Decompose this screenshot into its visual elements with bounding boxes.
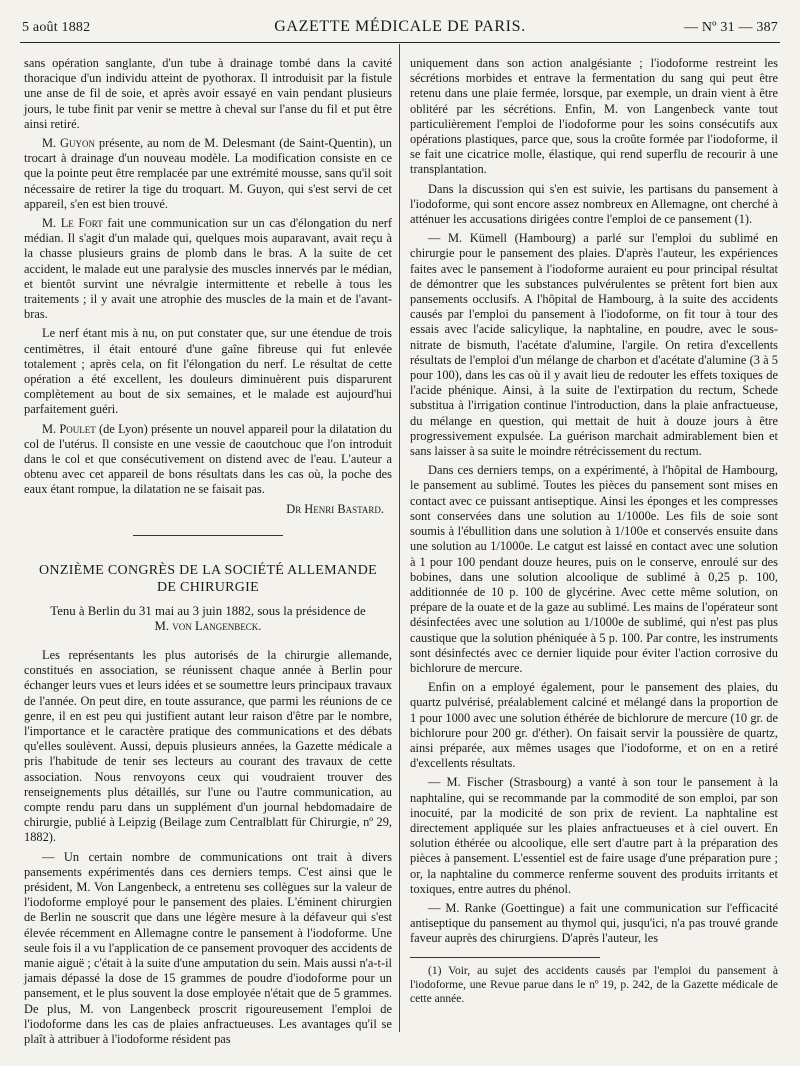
speaker-name: M. Poulet — [42, 421, 96, 436]
section-title-line-2: DE CHIRURGIE — [157, 579, 259, 595]
issue-date: 5 août 1882 — [22, 20, 91, 35]
speaker-name: M. Le Fort — [42, 216, 103, 231]
paragraph: Enfin on a employé également, pour le pansement des plaies, du quartz pulvérisé, préalablement calciné et mélangé dans la proportion de 1 pour 1000 avec une solution éthérée de bichlorure de mercure (10 gr. de bichlorure pour 200 gr. d'éther). On faisait servir la poussière de quartz, ainsi préparée, aux mêmes usages que l'iodoforme, et on en a retiré d'excellents résultats. — [410, 680, 778, 771]
paragraph: Les représentants les plus autorisés de la chirurgie allemande, constitués en association, se réunissent chaque année à Berlin pour échanger leurs vues et leurs idées et se soumettre leurs principaux travaux de l'année. On peut dire, en toute assurance, que parmi les réunions de ce genre, il en est peu qui justifient autant leur raison d'être par le nombre, l'importance et le caractère pratique des communications et des débats qu'elles soulèvent. Aussi, depuis plusieurs années, la Gazette médicale a pris l'habitude de tenir ses lecteurs au courant des travaux de cette association. Nous renvoyons ceux qui voudraient trouver des renseignements plus détaillés, sur l'une ou l'autre communication, au compte rendu paru dans un supplément d'un journal hebdomadaire de chirurgie, publié à Leipzig (Beilage zum Centralblatt für Chirurgie, nº 29, 1882). — [24, 647, 392, 845]
section-rule — [133, 535, 283, 536]
paragraph: sans opération sanglante, d'un tube à drainage tombé dans la cavité thoracique d'un individu atteint de pyothorax. Il introduisit par la fistule une anse de fil de soie, et après avoir essayé en vain pendant plusieurs jours, le tube finit par venir se mettre à cheval sur l'anse du fil et put être ainsi retiré. — [24, 56, 392, 131]
section-title: ONZIÈME CONGRÈS DE LA SOCIÉTÉ ALLEMANDE — [39, 562, 377, 578]
footnote-rule — [410, 957, 600, 958]
issue-page-number: — Nº 31 — 387 — [683, 20, 778, 35]
author-signature: Dr Henri Bastard. — [286, 501, 384, 516]
column-divider — [399, 44, 400, 1032]
page-header — [22, 16, 778, 42]
section-subtitle: Tenu à Berlin du 31 mai au 3 juin 1882, sous la présidence de M. von Langenbeck. — [50, 603, 366, 633]
left-column — [24, 56, 392, 1051]
speaker-name: M. Guyon — [42, 136, 95, 151]
paragraph: uniquement dans son action analgésiante ; l'iodoforme restreint les sécrétions morbides et entrave la fermentation du sang qui peut être retenu dans une plaie fermée, lorsque, par exemple, un drain vient à être oblitéré par les sécrétions. Enfin, M. von Langenbeck vante tout particulièrement l'emploi de l'iodoforme pour les soins consécutifs aux opérations plastiques, parce que, sous la croûte formée par l'iodoforme, il se fait une cicatrice molle, élastique, qui rend superflu de recourir à une transplantation. — [410, 56, 778, 177]
footnote: (1) Voir, au sujet des accidents causés par l'emploi du pansement à l'iodoforme, une Revue parue dans le nº 19, p. 242, de la Gazette médicale de cette année. — [410, 964, 778, 1005]
paragraph: M. Poulet (de Lyon) présente un nouvel appareil pour la dilatation du col de l'utérus. Il consiste en une vessie de caoutchouc que l'on introduit dans le col et que consécutivement on distend avec de l'eau. L'auteur a obtenu avec cet appareil de bons résultats dans les cas où, la poche des eaux étant rompue, la dilatation ne se faisait pas. — [24, 421, 392, 497]
paragraph: M. Guyon présente, au nom de M. Delesmant (de Saint-Quentin), un trocart à drainage d'un nouveau modèle. La modification consiste en ce que la pointe peut être remplacée par une extrémité mousse, sans qu'il soit nécessaire de retirer la tige du troquart. M. Guyon, qui s'est servi de cet appareil, s'en est bien trouvé. — [24, 136, 392, 211]
paragraph: — M. Kümell (Hambourg) a parlé sur l'emploi du sublimé en chirurgie pour le pansement des plaies. D'après l'auteur, les expériences faites avec le pansement à l'iodoforme auraient eu pour principal résultat de démontrer que les substances pulvérulentes se prêtent fort bien aux pansements occlusifs. A l'hôpital de Hambourg, à la suite des accidents causés par l'emploi du pansement à l'iodoforme, on fit tour à tour des essais avec l'acide salicylique, la naphtaline, en poudre, avec le sous-nitrate de bismuth, l'acétate d'alumine, l'argile. On retira d'excellents résultats de l'emploi d'un mélange de charbon et d'acétate d'alumine (3 à 5 pour 100), dans les cas où il y avait lieu de redouter les effets toxiques de l'acide phénique. Ainsi, à la suite de l'extirpation du rectum, Schede substitua à l'irrigation continue l'introduction, dans la plaie anfractueuse, du mélange en question, qui mettait de huit à douze jours à être progressivement expulsée. La guérison marchait admirablement bien et sans laisser à sa suite le moindre rétrécissement du rectum. — [410, 231, 778, 459]
paragraph: Le nerf étant mis à nu, on put constater que, sur une étendue de trois centimètres, il était entouré d'une gaîne fibreuse qui fut enlevée totalement ; après cela, on fit l'élongation du nerf. Le résultat de cette opération a été excellent, les douleurs diminuèrent puis disparurent complètement au bout de six semaines, et le malade est aujourd'hui parfaitement guéri. — [24, 326, 392, 417]
right-column — [410, 56, 778, 1006]
paragraph: M. Le Fort fait une communication sur un cas d'élongation du nerf médian. Il s'agit d'un malade qui, quelques mois auparavant, avait reçu à la chasse plusieurs grains de plomb dans le bras. A la suite de cet accident, le malade eut une paralysie des muscles innervés par le médian, et bientôt survint une névralgie intermittente et rebelle à tous les traitements ; il y avait une atrophie des muscles de la main et de l'avant-bras. — [24, 216, 392, 322]
paragraph: Dans la discussion qui s'en est suivie, les partisans du pansement à l'iodoforme, qui sont encore assez nombreux en Allemagne, ont cherché à atténuer les accusations dirigées contre l'emploi de ce pansement (1). — [410, 181, 778, 227]
header-rule — [20, 42, 780, 43]
paragraph: — M. Fischer (Strasbourg) a vanté à son tour le pansement à la naphtaline, qui se recommande par la commodité de son emploi, par son inocuité, par la modicité de son prix de revient. La naphtaline est directement appliquée sur les plaies anfractueuses et à ciel ouvert. En solution éthérée ou alcoolique, elle sert d'autre part à la préparation des pièces à pansement. L'essentiel est de faire usage d'une préparation pure ; or, la naphtaline du commerce renferme souvent des produits irritants et toxiques, entre autres du phénol. — [410, 775, 778, 896]
paragraph: — M. Ranke (Goettingue) a fait une communication sur l'efficacité antiseptique du pansement au thymol qui, jusqu'ici, n'a pas trouvé grande faveur auprès des chirurgiens. D'après l'auteur, les — [410, 900, 778, 946]
paragraph: Dans ces derniers temps, on a expérimenté, à l'hôpital de Hambourg, le pansement au sublimé. Toutes les pièces du pansement sont mises en contact avec ce puissant antiseptique. Ainsi les éponges et les compresses sont conservées dans une solution au 1/1000e. Les fils de soie sont soumis à l'ébullition dans une solution à 1/100e et conservés ensuite dans une solution au 1/1000e. Le catgut est laissé en contact avec une solution à 1 pour 100 pendant douze heures, puis on le conserve, enroulé sur des bobines, dans une solution alcoolique de sublimé à 0,25 p. 100, additionnée de 10 p. 100 de glycérine. Avec cette même solution, on prépare de la ouate et de la gaze au sublimé. Les mains de l'opérateur sont désinfectées avec une solution au 1/1000e de sublimé, qui n'est pas plus caustique que la solution phéniquée à 5 p. 100. Par contre, les instruments sont désinfectés avec ce dernier liquide pour éviter l'action corrosive du bichlorure de mercure. — [410, 463, 778, 675]
journal-title: GAZETTE MÉDICALE DE PARIS. — [274, 18, 526, 35]
paragraph: — Un certain nombre de communications ont trait à divers pansements expérimentés dans ces derniers temps. C'est ainsi que le président, M. Von Langenbeck, a entretenu ses collègues sur la valeur de l'iodoforme employé pour le pansement des plaies. L'éminent chirurgien de Berlin ne souscrit que dans une légère mesure à la défaveur qui s'est élevée récemment en Allemagne contre le pansement à l'iodoforme. Une seule fois il a vu l'application de ce pansement provoquer des accidents de manie aiguë ; c'était à la suite d'une amputation du sein. Mais aussi n'a-t-il jamais dépassé la dose de 15 grammes de poudre d'iodoforme pour un pansement, et le plus souvent la dose employée n'était que de 5 grammes. De plus, M. von Langenbeck proscrit rigoureusement l'emploi de l'iodoforme dans les cas de plaies anfractueuses. Les avantages qu'il se plaît à attribuer à l'iodoforme résident pas — [24, 849, 392, 1046]
